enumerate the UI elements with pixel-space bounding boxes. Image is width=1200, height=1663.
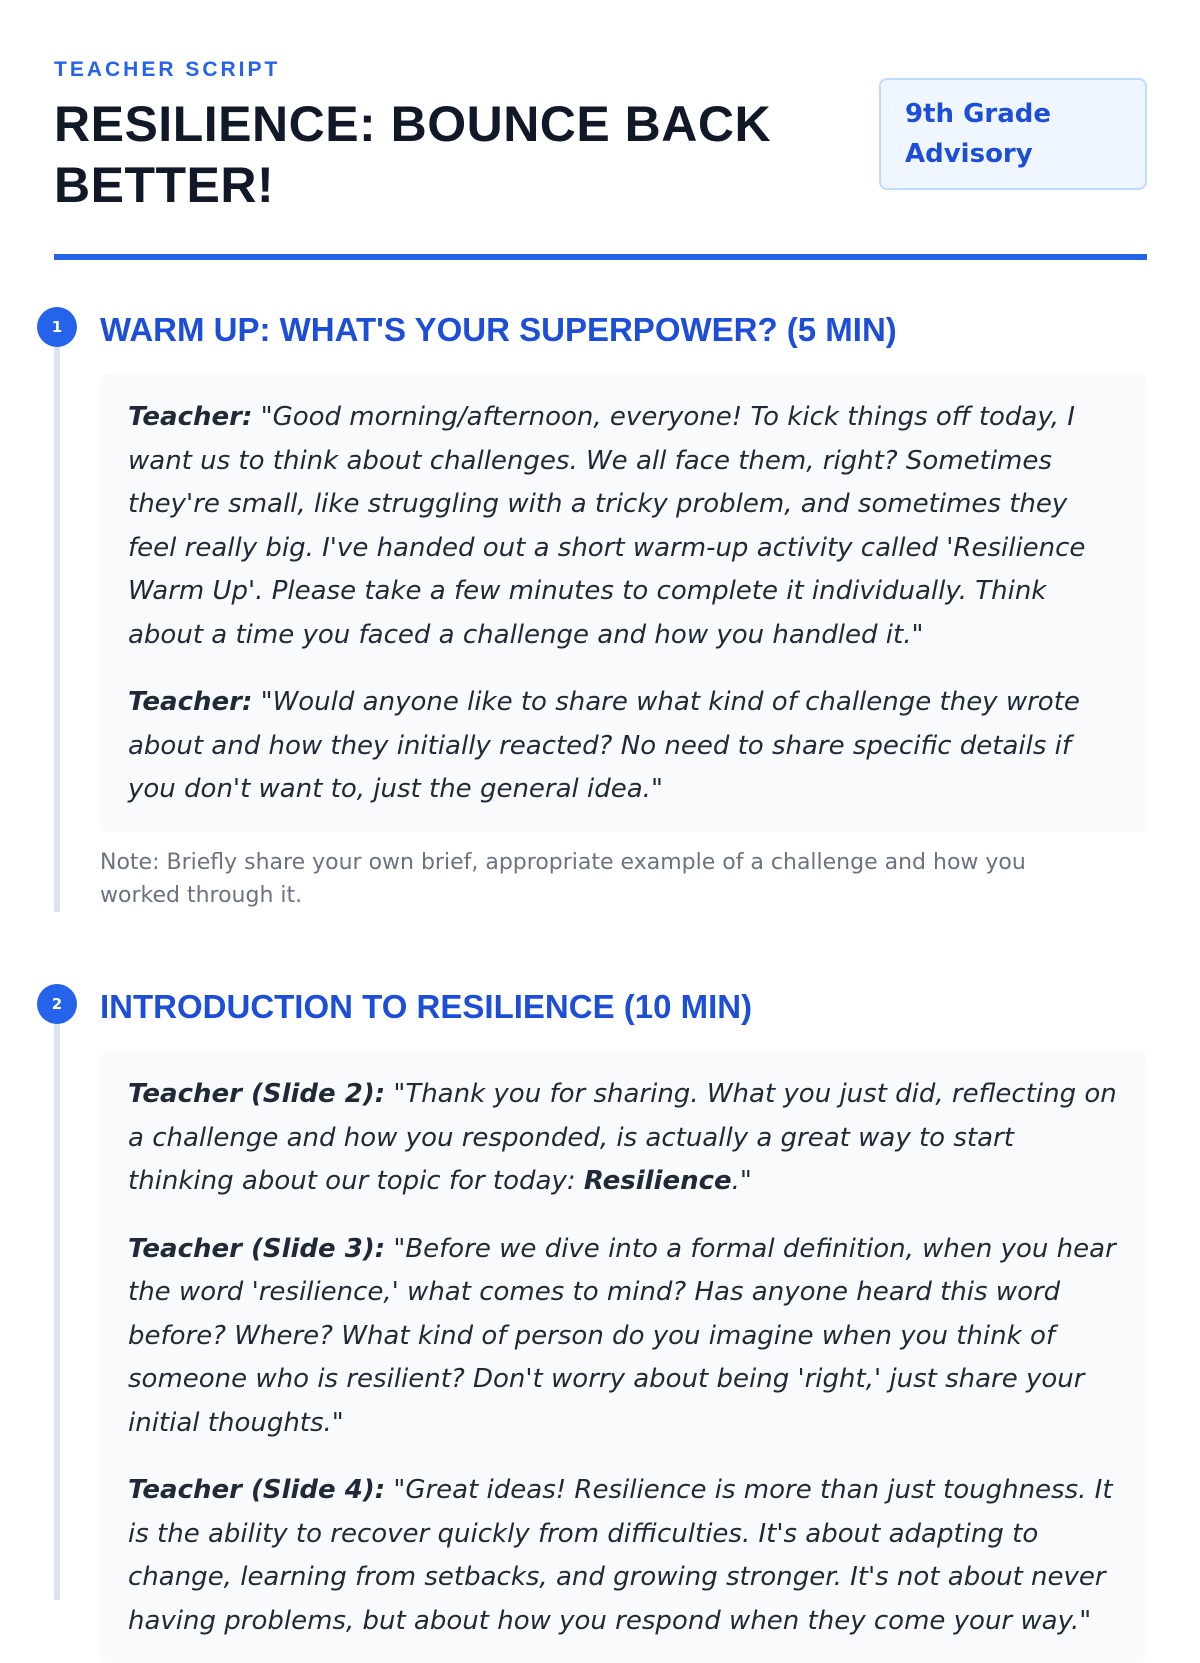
grade-badge: 9th Grade Advisory [879, 78, 1147, 190]
speaker-label: Teacher (Slide 4): [128, 1475, 386, 1505]
script-text: ." [731, 1166, 752, 1196]
script-box [100, 1051, 1147, 1663]
step-number-badge: 1 [37, 307, 77, 347]
header-divider [54, 254, 1147, 260]
timeline-line [54, 1015, 60, 1600]
script-line [128, 1469, 1121, 1643]
section-heading: INTRODUCTION TO RESILIENCE (10 MIN) [100, 988, 753, 1025]
script-line [128, 1073, 1121, 1204]
speaker-label: Teacher (Slide 3): [128, 1233, 386, 1264]
page-header [54, 0, 1147, 258]
document-kicker: TEACHER SCRIPT [54, 58, 281, 81]
script-text: "Would anyone like to share what kind of challenge they wrote about and how they initially reacted? No need to share specific details if you don't want to, just the general idea." [128, 687, 1080, 804]
speaker-label: Teacher: [128, 402, 253, 432]
emphasized-term: Resilience [583, 1166, 732, 1196]
script-text: "Thank you for sharing. What you just did, reflecting on a challenge and how you responded, is actually a great way to start thinking about our topic for today: [128, 1079, 1117, 1196]
timeline-line [54, 345, 60, 912]
teacher-script-page [51, 0, 1147, 1636]
speaker-label: Teacher (Slide 2): [128, 1079, 386, 1109]
script-box [100, 374, 1147, 832]
script-line [128, 396, 1121, 657]
script-text: "Good morning/afternoon, everyone! To kick things off today, I want us to think about challenges. We all face them, right? Sometimes they're small, like struggling with a tricky problem, and sometimes they feel really big. I've handed out a short warm-up activity called 'Resilience Warm Up'. Please take a few minutes to complete it individually. Think about a time you faced a challenge and how you handled it." [128, 402, 1086, 650]
script-line [128, 681, 1121, 812]
teacher-note: Note: Briefly share your own brief, appropriate example of a challenge and how you worked through it. [100, 850, 1026, 908]
script-text: "Before we dive into a formal definition, when you hear the word 'resilience,' what comes to mind? Has anyone heard this word before? Where? What kind of person do you imagine when you think of someone who is resilient? Don't worry about being 'right,' just share your initial thoughts." [128, 1233, 1116, 1438]
speaker-label: Teacher: [128, 687, 253, 717]
script-line [128, 1228, 1121, 1446]
step-number-badge: 2 [37, 984, 77, 1024]
section-heading: WARM UP: WHAT'S YOUR SUPERPOWER? (5 MIN) [100, 311, 897, 348]
page-title: RESILIENCE: BOUNCE BACK BETTER! [54, 96, 772, 213]
script-text: "Great ideas! Resilience is more than just toughness. It is the ability to recover quickly from difficulties. It's about adapting to change, learning from setbacks, and growing stronger. It's not about never having problems, but about how you respond when they come your way." [128, 1475, 1113, 1636]
